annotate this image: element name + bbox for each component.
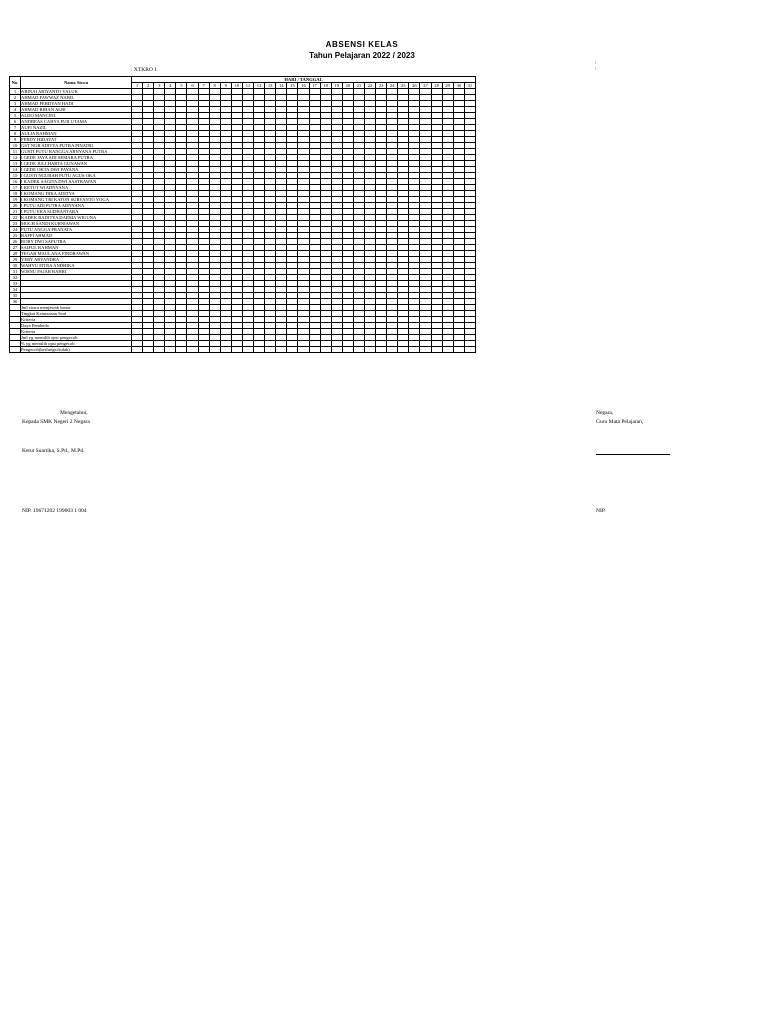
summary-cell bbox=[287, 347, 298, 353]
summary-number bbox=[10, 347, 21, 353]
student-name: AHMAD RIHAN ALBI bbox=[21, 107, 132, 113]
student-number: 24 bbox=[10, 227, 21, 233]
student-number: 19 bbox=[10, 197, 21, 203]
student-number: 12 bbox=[10, 155, 21, 161]
day-number: 4 bbox=[165, 83, 176, 89]
student-number: 21 bbox=[10, 209, 21, 215]
day-number: 15 bbox=[287, 83, 298, 89]
student-number: 2 bbox=[10, 95, 21, 101]
place-date-label: Negara, bbox=[596, 410, 614, 416]
day-number: 2 bbox=[143, 83, 154, 89]
student-number: 34 bbox=[10, 287, 21, 293]
day-number: 29 bbox=[442, 83, 453, 89]
student-number: 33 bbox=[10, 281, 21, 287]
day-number: 27 bbox=[420, 83, 431, 89]
student-number: 35 bbox=[10, 293, 21, 299]
student-number: 22 bbox=[10, 215, 21, 221]
day-number: 17 bbox=[309, 83, 320, 89]
student-number: 28 bbox=[10, 251, 21, 257]
summary-label: Jml yg memilih opsi pengecoh bbox=[21, 335, 132, 341]
summary-cell bbox=[331, 347, 342, 353]
student-name: AUFI NAZIL bbox=[21, 125, 132, 131]
col-days-header: HARI / TANGGAL bbox=[132, 77, 476, 83]
day-number: 16 bbox=[298, 83, 309, 89]
summary-cell bbox=[198, 347, 209, 353]
student-name: KADEK RADITYA DARMA WIGUNA bbox=[21, 215, 132, 221]
student-number: 9 bbox=[10, 137, 21, 143]
teacher-nip: NIP. bbox=[596, 508, 606, 514]
student-name: ABINAI ARIYANTO VALUK bbox=[21, 89, 132, 95]
summary-cell bbox=[409, 347, 420, 353]
attendance-table bbox=[9, 76, 476, 353]
day-number: 7 bbox=[198, 83, 209, 89]
student-name: WAHYU FITRA ANDHIKA bbox=[21, 263, 132, 269]
summary-cell bbox=[420, 347, 431, 353]
day-number: 30 bbox=[453, 83, 464, 89]
day-number: 24 bbox=[387, 83, 398, 89]
header-right-dot: : bbox=[595, 61, 597, 66]
summary-label: Tingkat Ketuntasan Soal bbox=[21, 311, 132, 317]
acknowledged-label: Mengetahui, bbox=[60, 410, 88, 416]
day-number: 8 bbox=[209, 83, 220, 89]
summary-cell bbox=[209, 347, 220, 353]
student-name: ANDREAS CAHYA PUR UTAMA bbox=[21, 119, 132, 125]
student-number: 8 bbox=[10, 131, 21, 137]
student-number: 36 bbox=[10, 299, 21, 305]
student-number: 26 bbox=[10, 239, 21, 245]
student-number: 29 bbox=[10, 257, 21, 263]
summary-label: Kriteria bbox=[21, 329, 132, 335]
student-number: 10 bbox=[10, 143, 21, 149]
student-name: RAFFI AHMAD bbox=[21, 233, 132, 239]
summary-label: Jml siswa menjawab benar bbox=[21, 305, 132, 311]
summary-cell bbox=[220, 347, 231, 353]
summary-cell bbox=[143, 347, 154, 353]
student-number: 14 bbox=[10, 167, 21, 173]
student-number: 27 bbox=[10, 245, 21, 251]
student-name: I KOMANG DIKA ADITYA bbox=[21, 191, 132, 197]
student-name: AHMAD FERDYAN HADI bbox=[21, 101, 132, 107]
summary-cell bbox=[254, 347, 265, 353]
teacher-role: Guru Mata Pelajaran, bbox=[596, 419, 644, 425]
student-name: TEGAR MAULANA FINDRAWAN bbox=[21, 251, 132, 257]
student-name: I KETUT WIADNYANA bbox=[21, 185, 132, 191]
student-number: 5 bbox=[10, 113, 21, 119]
student-name: I KOMANG TRI KATON SURYANTO YOGA bbox=[21, 197, 132, 203]
day-number: 13 bbox=[265, 83, 276, 89]
academic-year: Tahun Pelajaran 2022 / 2023 bbox=[309, 51, 415, 60]
student-number: 16 bbox=[10, 179, 21, 185]
day-number: 18 bbox=[320, 83, 331, 89]
col-no-header: No. bbox=[10, 77, 21, 89]
student-name: MOCH SANDI KURNIAWAN bbox=[21, 221, 132, 227]
summary-cell bbox=[431, 347, 442, 353]
student-name: I PUTU ADI PUTRA ADNYANA bbox=[21, 203, 132, 209]
student-name: AULIA RAHMAN bbox=[21, 131, 132, 137]
student-number: 32 bbox=[10, 275, 21, 281]
student-name: I PUTU EKA SUDHANTARA bbox=[21, 209, 132, 215]
student-number: 15 bbox=[10, 173, 21, 179]
day-number: 14 bbox=[276, 83, 287, 89]
principal-role: Kepada SMK Negeri 2 Negara bbox=[22, 419, 90, 425]
principal-name: Ketut Suartika, S.Pd., M.Pd. bbox=[22, 448, 85, 454]
student-name: ROBY DWI SAPUTRA bbox=[21, 239, 132, 245]
doc-title: ABSENSI KELAS bbox=[325, 40, 399, 49]
day-number: 19 bbox=[331, 83, 342, 89]
student-name: I GEDE OKTA DWI PAYANA bbox=[21, 167, 132, 173]
student-number: 31 bbox=[10, 269, 21, 275]
summary-cell bbox=[187, 347, 198, 353]
class-label: : XTKRO 1 bbox=[131, 67, 157, 73]
summary-row bbox=[10, 347, 476, 353]
summary-cell bbox=[132, 347, 143, 353]
student-name: AHMAD FAWWAZ NABIL bbox=[21, 95, 132, 101]
col-name-header: Nama Siswa bbox=[21, 77, 132, 89]
day-number: 23 bbox=[376, 83, 387, 89]
student-number: 23 bbox=[10, 221, 21, 227]
day-number: 6 bbox=[187, 83, 198, 89]
student-name: SAIFUL RAHMAN bbox=[21, 245, 132, 251]
summary-cell bbox=[464, 347, 475, 353]
student-number: 1 bbox=[10, 89, 21, 95]
principal-nip: NIP. 19671202 199003 1 004 bbox=[22, 508, 87, 514]
summary-cell bbox=[387, 347, 398, 353]
student-name: PUTU ANGGA PRANATA bbox=[21, 227, 132, 233]
day-number: 10 bbox=[231, 83, 242, 89]
day-number: 28 bbox=[431, 83, 442, 89]
student-number: 30 bbox=[10, 263, 21, 269]
summary-label: Kriteria bbox=[21, 317, 132, 323]
student-number: 7 bbox=[10, 125, 21, 131]
student-name: FERDY HIDAYAT bbox=[21, 137, 132, 143]
student-name: WISNU FAJAR BAHRI bbox=[21, 269, 132, 275]
header-right-dot: : bbox=[595, 67, 597, 72]
student-number: 13 bbox=[10, 161, 21, 167]
student-name: I GEDE JAYA ADI SEMARA PUTRA bbox=[21, 155, 132, 161]
summary-cell bbox=[353, 347, 364, 353]
summary-cell bbox=[276, 347, 287, 353]
student-name: GUSTI PUTU RANGGA ARNYANA PUTRA bbox=[21, 149, 132, 155]
student-name: YERY ARYANDRA bbox=[21, 257, 132, 263]
day-number: 1 bbox=[132, 83, 143, 89]
day-number: 11 bbox=[242, 83, 253, 89]
summary-cell bbox=[242, 347, 253, 353]
day-number: 3 bbox=[154, 83, 165, 89]
student-number: 17 bbox=[10, 185, 21, 191]
student-name: ALDO MANCINI bbox=[21, 113, 132, 119]
student-number: 25 bbox=[10, 233, 21, 239]
student-number: 4 bbox=[10, 107, 21, 113]
summary-label: Daya Pembeda bbox=[21, 323, 132, 329]
student-name: I GEDE JULI HARTA GUNAWAN bbox=[21, 161, 132, 167]
summary-cell bbox=[309, 347, 320, 353]
summary-cell bbox=[376, 347, 387, 353]
summary-cell bbox=[298, 347, 309, 353]
student-number: 6 bbox=[10, 119, 21, 125]
student-number: 11 bbox=[10, 149, 21, 155]
day-number: 5 bbox=[176, 83, 187, 89]
summary-cell bbox=[342, 347, 353, 353]
day-number: 9 bbox=[220, 83, 231, 89]
student-name: GST NGR ADITYA PUTRA PINATRI bbox=[21, 143, 132, 149]
day-number: 26 bbox=[409, 83, 420, 89]
day-number: 22 bbox=[364, 83, 375, 89]
summary-cell bbox=[176, 347, 187, 353]
day-number: 21 bbox=[353, 83, 364, 89]
student-number: 3 bbox=[10, 101, 21, 107]
summary-cell bbox=[320, 347, 331, 353]
student-name: I KADEK SAGITA DWI SASTRAWAN bbox=[21, 179, 132, 185]
summary-cell bbox=[453, 347, 464, 353]
summary-cell bbox=[165, 347, 176, 353]
day-number: 12 bbox=[254, 83, 265, 89]
summary-cell bbox=[364, 347, 375, 353]
student-name: I GUSTI NGURAH PUTU AGUS OKA bbox=[21, 173, 132, 179]
student-number: 18 bbox=[10, 191, 21, 197]
summary-label: % yg memilih opsi pengecoh bbox=[21, 341, 132, 347]
summary-cell bbox=[231, 347, 242, 353]
summary-cell bbox=[154, 347, 165, 353]
day-number: 20 bbox=[342, 83, 353, 89]
summary-cell bbox=[442, 347, 453, 353]
teacher-signature-line bbox=[596, 454, 670, 455]
header-right-fields bbox=[595, 61, 596, 73]
day-number: 25 bbox=[398, 83, 409, 89]
student-number: 20 bbox=[10, 203, 21, 209]
summary-cell bbox=[265, 347, 276, 353]
summary-cell bbox=[398, 347, 409, 353]
day-number: 31 bbox=[464, 83, 475, 89]
summary-label: Pengecoh(berfungsi/tidak) bbox=[21, 347, 132, 353]
